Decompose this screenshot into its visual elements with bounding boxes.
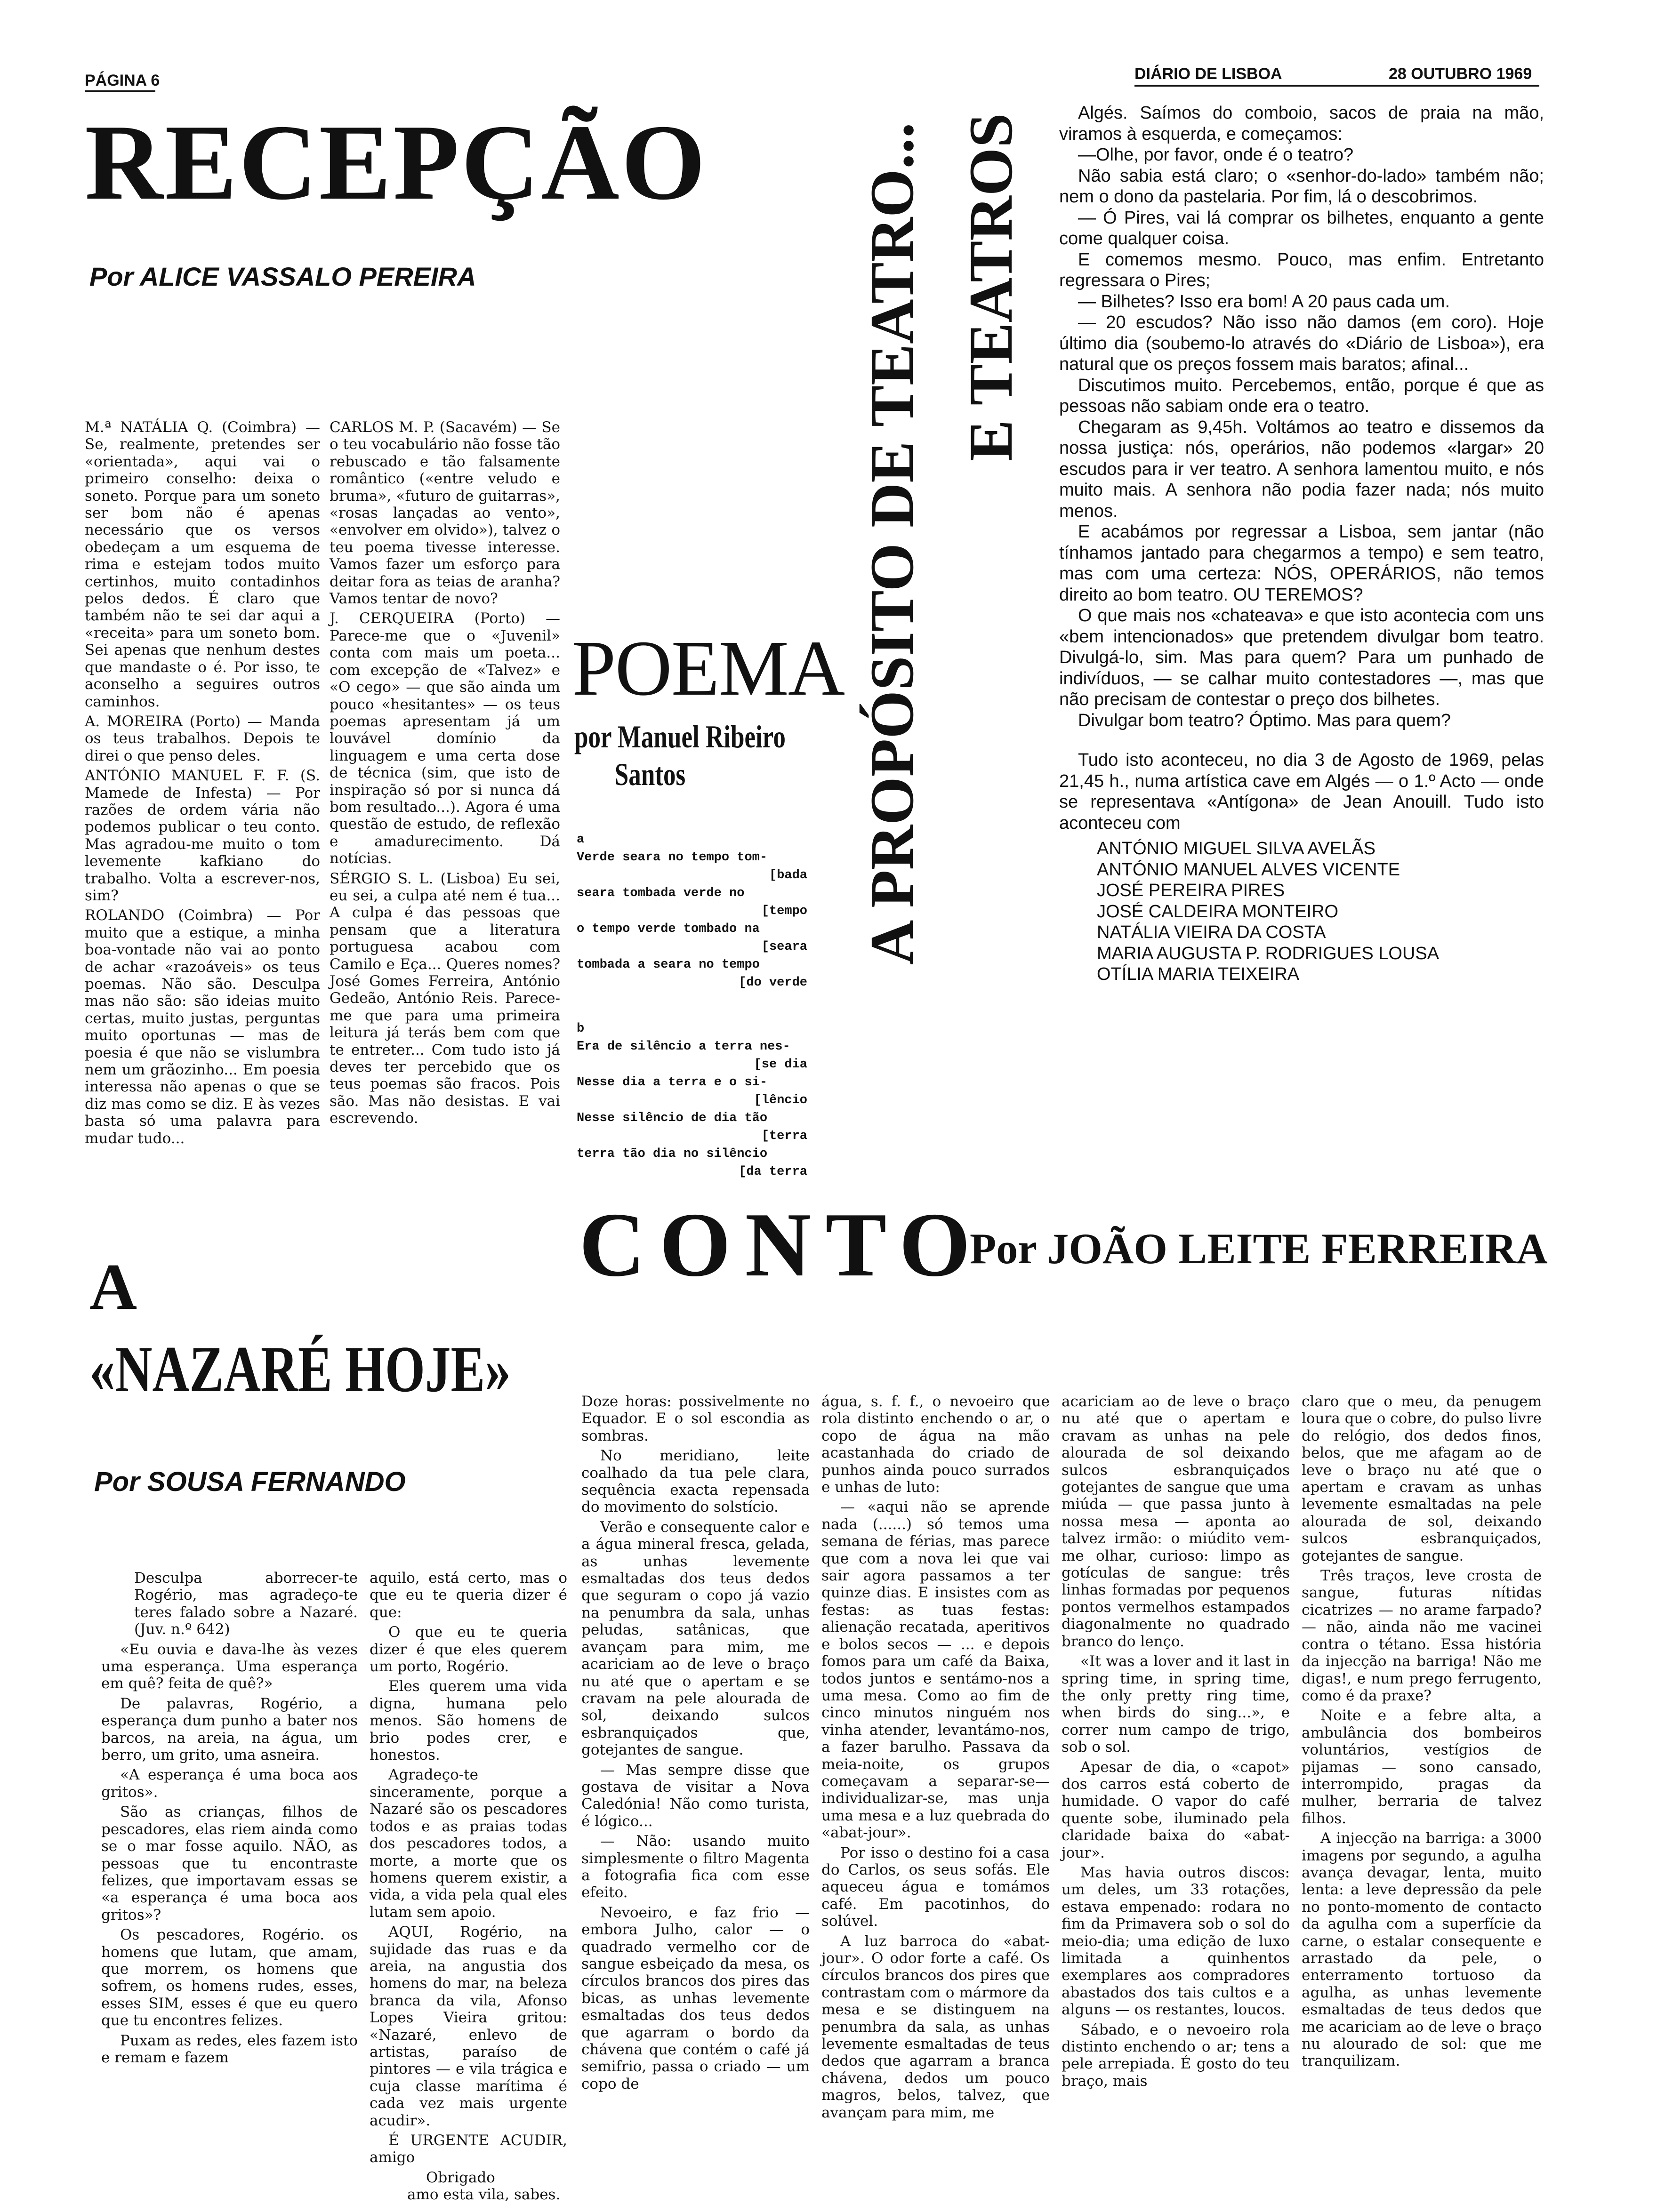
verse-continuation: [tempo	[761, 904, 807, 918]
conto-paragraph: A luz barroca do «abat-jour». O odor forte a café. Os círculos brancos dos pires que contrastam com o mármore da mesa e se distinguem na penumbra da sala, as unhas levemente esmaltadas de teus dedos que agarram a branca chávena, dedos um pouco magros, belos, talvez, que avançam para mim, me	[821, 1932, 1050, 2121]
recepcao-byline: Por ALICE VASSALO PEREIRA	[89, 262, 476, 291]
verse-line: seara tombada verde no	[577, 886, 745, 900]
page-number-underline	[85, 90, 155, 92]
nazare-byline: Por SOUSA FERNANDO	[94, 1467, 406, 1497]
conto-byline: Por JOÃO LEITE FERREIRA	[970, 1225, 1548, 1273]
nazare-paragraph: É URGENTE ACUDIR, amigo	[370, 2132, 567, 2166]
signatories-list	[1059, 838, 1544, 985]
conto-column-2	[821, 1393, 1050, 2124]
conto-column-3	[1062, 1393, 1290, 2092]
nazare-paragraph: O que eu te queria dizer é que eles querem um porto, Rogério.	[370, 1624, 567, 1675]
nazare-column-1	[101, 1570, 358, 2069]
conto-paragraph: — Não: usando muito simplesmente o filtro Magenta a fotografia fica com esse efeito.	[581, 1833, 810, 1901]
signatory: ANTÓNIO MIGUEL SILVA AVELÃS	[1097, 839, 1376, 858]
teatro-paragraph: O que mais nos «chateava» e que isto acontecia com uns «bem intencionados» que pretendem divulgar bom teatro. Divulgá-lo, sim. Mas para quem? Para um punhado de indivíduos, — se calhar muito contestadores —, mas que não precisam de contestar o preço dos bilhetes.	[1059, 606, 1544, 709]
verse-continuation: [bada	[769, 868, 807, 882]
teatro-paragraph: Divulgar bom teatro? Óptimo. Mas para quem?	[1078, 710, 1451, 730]
verse-continuation: [terra	[761, 1129, 807, 1143]
verse-continuation: [se dia	[754, 1058, 807, 1072]
teatro-paragraph: —Olhe, por favor, onde é o teatro?	[1078, 145, 1354, 165]
answer-paragraph: J. CERQUEIRA (Porto) — Parece-me que o «Juvenil» conta com mais um poeta... com excepção de «Talvez» e «O cego» — que são ainda um pouco «hesitantes» — os teus poemas apresentam já um louvável domínio da linguagem e uma certa dose de técnica (sim, que isto de inspiração só por si nunca dá bom resultado...). Agora é uma questão de estudo, de reflexão e amadurecimento. Dá notícias.	[330, 610, 560, 867]
verse-line: tombada a seara no tempo	[577, 958, 760, 972]
verse-continuation: [lêncio	[754, 1093, 807, 1107]
poema-byline	[574, 718, 786, 793]
poema-verses	[577, 831, 807, 1181]
teatro-paragraph: E comemos mesmo. Pouco, mas enfim. Entretanto regressara o Pires;	[1059, 249, 1544, 290]
nazare-paragraph: «A esperança é uma boca aos gritos».	[101, 1766, 358, 1801]
nazare-paragraph: Puxam as redes, eles fazem isto e remam e fazem	[101, 2032, 358, 2066]
nazare-paragraph: De palavras, Rogério, a esperança dum punho a bater nos barcos, na areia, na água, um berro, um grito, uma asneira.	[101, 1695, 358, 1764]
teatro-vertical-subtitle: E TEATROS	[956, 113, 1025, 461]
nazare-paragraph: Eles querem uma vida digna, humana pelo menos. São homens de brio podes crer, e honestos.	[370, 1678, 567, 1764]
conto-paragraph: claro que o meu, da penugem loura que o cobre, do pulso livre do relógio, dos dedos finos, belos, que me afagam ao de leve o braço nu até que o apertam e cravam as unhas levemente esmaltadas na pele alourada de sol, deixando sulcos esbranquiçados, gotejantes de sangue.	[1302, 1393, 1542, 1564]
recepcao-title: RECEPÇÃO	[85, 102, 708, 222]
poema-title: POEMA	[572, 625, 845, 712]
answer-paragraph: SÉRGIO S. L. (Lisboa) Eu sei, eu sei, a culpa até nem é tua... A culpa é das pessoas que pensam que a literatura portuguesa acabou com Camilo e Eça... Queres nomes? José Gomes Ferreira, António Gedeão, António Reis. Parece-me que para uma primeira leitura já terás bem com que te entreter... Com tudo isto já deves ter percebido que os teus poemas são fracos. Pois são. Mas não desistas. E vai escrevendo.	[330, 870, 560, 1127]
verse-line: o tempo verde tombado na	[577, 922, 760, 936]
conto-paragraph: A injecção na barriga: a 3000 imagens por segundo, a agulha avança devagar, lenta, muito lenta: a leve depressão da pele no ponto-momento de contacto da agulha com a superfície da carne, o estalar consequente e arrastado da pele, o enterramento tortuoso da agulha, as unhas levemente esmaltadas de teus dedos que me acariciam ao de leve o braço nu alourado de sol: que me tranquilizam.	[1302, 1830, 1542, 2070]
conto-paragraph: acariciam ao de leve o braço nu até que o apertam e cravam as unhas na pele alourada de sol deixando sulcos esbranquiçados gotejantes de sangue que uma miúda — que passa junto à nossa mesa — aponta ao talvez irmão: o miúdito vem-me olhar, curioso: limpo as gotículas de sangue: três linhas formadas por pequenos pontos vermelhos estampados diagonalmente no quadrado branco do lenço.	[1062, 1393, 1290, 1650]
recepcao-column-2	[330, 419, 560, 1130]
verse-line: Verde seara no tempo tom-	[577, 850, 768, 865]
teatro-article	[1059, 103, 1544, 985]
poema-byline-line: por Manuel Ribeiro	[574, 719, 786, 754]
verse-continuation: [seara	[761, 940, 807, 954]
newspaper-name: DIÁRIO DE LISBOA	[1134, 65, 1282, 83]
conto-paragraph: — «aqui não se aprende nada (......) só temos uma semana de férias, mas parece que com a nova lei que vai sair agora passamos a ter quinze dias. E insistes com as festas: as tuas festas: alienação recatada, aperitivos e bolos secos — ... e depois fomos para um café da Baixa, todos juntos e sentámo-nos a uma mesa. Como ao fim de cinco minutos ninguém nos vinha atender, levantámo-nos, a fazer barulho. Passava da meia-noite, os grupos começavam a separar-se—individualizar-se, mas unja uma mesa e a luz quebrada do «abat-jour».	[821, 1499, 1050, 1842]
teatro-paragraph: Chegaram as 9,45h. Voltámos ao teatro e dissemos da nossa justiça: nós, operários, não podemos «largar» 20 escudos para ir ver teatro. A senhora lamentou muito, e nós muito mais. A senhora não podia fazer nada; nós muito menos.	[1059, 417, 1544, 521]
verse-continuation: [do verde	[739, 976, 807, 990]
answer-paragraph: ANTÓNIO MANUEL F. F. (S. Mamede de Infesta) — Por razões de ordem vária não podemos publicar o teu conto. Mas agradou-me muito o tom levemente kafkiano do trabalho. Volta a escrever-nos, sim?	[85, 767, 320, 904]
conto-column-4	[1302, 1393, 1542, 2073]
conto-column-1	[581, 1393, 810, 2095]
nazare-paragraph: Desculpa aborrecer-te Rogério, mas agradeço-te teres falado sobre a Nazaré. (Juv. n.º 642)	[134, 1570, 358, 1638]
conto-paragraph: Verão e consequente calor e a água mineral fresca, gelada, as unhas levemente esmaltadas dos teus dedos que seguram o copo já vazio na penumbra da sala, unhas peludas, satânicas, que avançam para mim, me acariciam ao de leve o braço nu até que o apertam e se cravam na pele alourada de sol, deixando sulcos esbranquiçados que, gotejantes de sangue.	[581, 1518, 810, 1759]
conto-paragraph: — Mas sempre disse que gostava de visitar a Nova Caledónia! Não como turista, é lógico...	[581, 1761, 810, 1830]
verse-line: Era de silêncio a terra nes-	[577, 1040, 790, 1054]
nazare-title-line-1: A	[89, 1250, 137, 1323]
verse-line: Nesse dia a terra e o si-	[577, 1075, 768, 1090]
nazare-paragraph: aquilo, está certo, mas o que eu te queria dizer é que:	[370, 1570, 567, 1621]
teatro-closing: Tudo isto aconteceu, no dia 3 de Agosto de 1969, pelas 21,45 h., numa artística cave em Algés — o 1.º Acto — onde se representava «Antígona» de Jean Anouill. Tudo isto aconteceu com	[1059, 750, 1544, 833]
nazare-paragraph: AQUI, Rogério, na sujidade das ruas e da areia, na angustia dos homens do mar, na beleza branca da vila, Afonso Lopes Vieira gritou: «Nazaré, enlevo de artistas, paraíso de pintores — e vila trágica e cuja classe marítima é cada vez mais urgente acudir».	[370, 1923, 567, 2129]
poema-byline-line: Santos	[614, 756, 686, 792]
conto-paragraph: Noite e a febre alta, a ambulância dos bombeiros voluntários, vestígios de pijamas — sono cansado, interrompido, pragas da mulher, berraria de talvez filhos.	[1302, 1707, 1542, 1827]
conto-paragraph: «It was a lover and it last in spring time, in spring time, the only pretty ring time, when birds do sing...», e correr num campo de trigo, sob o sol.	[1062, 1653, 1290, 1756]
nazare-paragraph: São as crianças, filhos de pescadores, elas riem ainda como se o mar fosse aquilo. NÃO, as pessoas que tu encontraste felizes, que importavam essas se «a esperança é uma boca aos gritos»?	[101, 1803, 358, 1923]
conto-paragraph: No meridiano, leite coalhado da tua pele clara, sequência exacta repensada do movimento do solstício.	[581, 1447, 810, 1516]
verse-continuation: [da terra	[739, 1165, 807, 1179]
poema-part-label: b	[577, 1022, 585, 1036]
conto-title: CONTO	[579, 1194, 985, 1296]
teatro-paragraph: Não sabia está claro; o «senhor-do-lado» também não; nem o dono da pastelaria. Por fim, lá o descobrimos.	[1059, 166, 1544, 207]
teatro-paragraph: E acabámos por regressar a Lisboa, sem jantar (não tínhamos jantado para chegarmos a tempo) e sem teatro, mas com uma certeza: NÓS, OPERÁRIOS, não temos direito ao bom teatro. OU TEREMOS?	[1059, 522, 1544, 605]
nazare-signoff: amo esta vila, sabes.	[407, 2186, 561, 2204]
verse-line: terra tão dia no silêncio	[577, 1147, 768, 1161]
signatory: MARIA AUGUSTA P. RODRIGUES LOUSA	[1097, 943, 1440, 963]
signatory: ANTÓNIO MANUEL ALVES VICENTE	[1097, 859, 1400, 880]
verse-line: Nesse silêncio de dia tão	[577, 1111, 768, 1125]
nazare-paragraph: Os pescadores, Rogério. os homens que lutam, que amam, que morrem, os homens que sofrem, os homens rudes, esses, esses SIM, esses é que eu quero que tu encontres felizes.	[101, 1926, 358, 2029]
conto-paragraph: Três traços, leve crosta de sangue, futuras nítidas cicatrizes — no arame farpado? — não, ainda não me vacinei contra o tétano. Essa história da injecção na barriga! Não me digas!, e num prego ferrugento, como é da praxe?	[1302, 1567, 1542, 1704]
signatory: JOSÉ CALDEIRA MONTEIRO	[1097, 901, 1339, 922]
teatro-paragraph: — Bilhetes? Isso era bom! A 20 paus cada um.	[1078, 291, 1450, 312]
conto-paragraph: Mas havia outros discos: um deles, um 33 rotações, estava empenado: rodara no fim da Primavera sob o sol do meio-dia; uma edição de luxo limitada a quinhentos exemplares aos compradores abastados dos tais cultos e a alguns — os restantes, loucos.	[1062, 1864, 1290, 2019]
signatory: NATÁLIA VIEIRA DA COSTA	[1097, 922, 1326, 942]
teatro-paragraph: — 20 escudos? Não isso não damos (em coro). Hoje último dia (soubemo-lo através do «Diário de Lisboa»), era natural que os preços fossem mais baratos; afinal...	[1059, 313, 1544, 374]
nazare-paragraph: Agradeço-te sinceramente, porque a Nazaré são os pescadores todos e as praias todas dos pescadores todos, a morte, a morte que os homens querem existir, a vida, a vida pela qual eles lutam sem apoio.	[370, 1766, 567, 1921]
conto-paragraph: Por isso o destino foi a casa do Carlos, os seus sofás. Ele aqueceu água e tomámos café. Em pacotinhos, do solúvel.	[821, 1844, 1050, 1930]
answer-paragraph: ROLANDO (Coimbra) — Por muito que a estique, a minha boa-vontade não vai ao ponto de achar «razoáveis» os teus poemas. Não são. Desculpa mas não são: são ideias muito certas, muito justas, perguntas muito oportunas — mas de poesia é que não se vislumbra nem um grãozinho... Em poesia interessa não apenas o que se diz mas como se diz. E às vezes basta só uma palavra para mudar tudo...	[85, 907, 320, 1147]
conto-paragraph: Doze horas: possivelmente no Equador. E o sol escondia as sombras.	[581, 1393, 810, 1444]
nazare-paragraph: «Eu ouvia e dava-lhe às vezes uma esperança. Uma esperança em quê? feita de quê?»	[101, 1641, 358, 1692]
nazare-signoff: Obrigado	[426, 2169, 495, 2186]
issue-date: 28 OUTUBRO 1969	[1389, 65, 1532, 83]
teatro-vertical-title: A PROPÓSITO DE TEATRO...	[857, 122, 926, 965]
teatro-paragraph: Algés. Saímos do comboio, sacos de praia na mão, viramos à esquerda, e começamos:	[1059, 103, 1544, 144]
signatory: OTÍLIA MARIA TEIXEIRA	[1097, 964, 1300, 984]
nazare-column-2	[370, 1570, 567, 2206]
recepcao-column-1	[85, 419, 320, 1150]
conto-paragraph: Apesar de dia, o «capot» dos carros está coberto de humidade. O vapor do café quente sobe, iluminado pela claridade baixa do «abat-jour».	[1062, 1758, 1290, 1861]
poema-part-label: a	[577, 833, 585, 847]
conto-paragraph: água, s. f. f., o nevoeiro que rola distinto enchendo o ar, o copo de água na mão acastanhada do criado de punhos ainda pouco surrados e unhas de luto:	[821, 1393, 1050, 1496]
signatory: JOSÉ PEREIRA PIRES	[1097, 881, 1285, 900]
answer-paragraph: M.ª NATÁLIA Q. (Coimbra) — Se, realmente, pretendes ser «orientada», aqui vai o primeiro conselho: deixa o soneto. Porque para um soneto ser bom não é apenas necessário que os versos obedeçam a um esquema de rima e estejam todos muito certinhos, muito contadinhos pelos dedos. É claro que também não te sei dar aqui a «receita» para um soneto bom. Sei apenas que nenhum destes que mandaste o é. Por isso, te aconselho a seguires outros caminhos.	[85, 419, 320, 710]
nazare-title-line-2: «NAZARÉ HOJE»	[89, 1333, 511, 1406]
answer-paragraph: A. MOREIRA (Porto) — Manda os teus trabalhos. Depois te direi o que penso deles.	[85, 713, 320, 764]
answer-paragraph: CARLOS M. P. (Sacavém) — Se o teu vocabulário não fosse tão rebuscado e tão falsamente romântico («entre veludo e bruma», «futuro de guitarras», «rosas lançadas ao vento», «envolver em olvido»), talvez o teu poema tivesse interesse. Vamos fazer um esforço para deitar fora as teias de aranha? Vamos tentar de novo?	[330, 419, 560, 608]
teatro-paragraph: — Ó Pires, vai lá comprar os bilhetes, enquanto a gente come qualquer coisa.	[1059, 208, 1544, 248]
header-rule	[1134, 85, 1539, 87]
conto-paragraph: Nevoeiro, e faz frio — embora Julho, calor — o quadrado vermelho cor de sangue esbeiçado da mesa, os círculos brancos dos pires das bicas, as unhas levemente esmaltadas dos teus dedos que agarram o bordo da chávena que contém o café já semifrio, passa o criado — um copo de	[581, 1904, 810, 2092]
page-number: PÁGINA 6	[85, 72, 160, 89]
teatro-paragraph: Discutimos muito. Percebemos, então, porque é que as pessoas não sabiam onde era o teatro.	[1059, 375, 1544, 416]
conto-paragraph: Sábado, e o nevoeiro rola distinto enchendo o ar; tens a pele arrepiada. É gosto do teu braço, mais	[1062, 2021, 1290, 2090]
